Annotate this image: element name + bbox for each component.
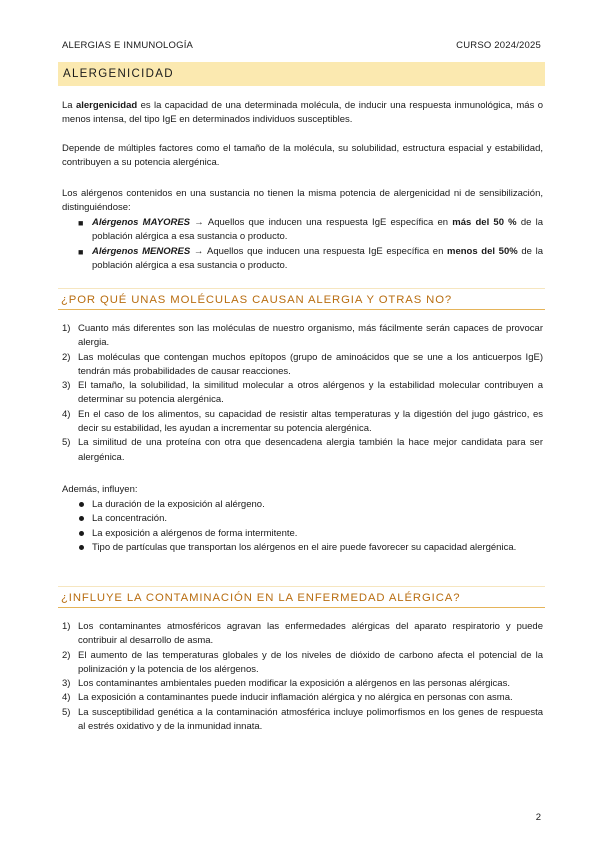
list-item: 4) En el caso de los alimentos, su capacidad de resistir altas temperaturas y la digestión del jugo gástrico, es decir su estabilidad, les ayudan a incrementar su potencia alergénica. [62,408,543,435]
contamination-list [62,620,543,734]
header-course-title: ALERGIAS E INMUNOLOGÍA [62,40,194,51]
list-item: 2) El aumento de las temperaturas globales y de los niveles de dióxido de carbono afecta el potencial de la polinización y la potencia de los alérgenos. [62,649,543,675]
allergen-types-list [78,216,543,273]
square-bullet-icon: ■ [78,218,84,228]
paragraph-factors: Depende de múltiples factores como el tamaño de la molécula, su solubilidad, estructura espacial y estabilidad, contribuyen a su potencia alergénica. [62,143,543,169]
why-molecules-list [62,322,543,465]
list-item: 4) La exposición a contaminantes puede inducir inflamación alérgica y no alérgica en personas con asma. [62,692,513,704]
section-title-alergenicidad: ALERGENICIDAD [58,62,545,86]
list-item: 3) El tamaño, la solubilidad, la similitud molecular a otros alérgenos y la estabilidad molecular contribuyen a determinar su potencia alergénica. [62,380,543,406]
section-title-contamination: ¿INFLUYE LA CONTAMINACIÓN EN LA ENFERMEDAD ALÉRGICA? [58,586,545,608]
list-item: 1) Los contaminantes atmosféricos agravan las enfermedades alérgicas del aparato respiratorio y puede contribuir al desarrollo de asma. [62,621,543,647]
header-year: CURSO 2024/2025 [456,40,541,51]
paragraph-definition: La alergenicidad es la capacidad de una determinada molécula, de inducir una respuesta inmunológica, más o menos intensa, del tipo IgE en determinados individuos susceptibles. [62,100,543,126]
dot-bullet-icon [79,531,84,536]
list-item: 5) La susceptibilidad genética a la contaminación atmosférica incluye polimorfismos en los genes de respuesta al estrés oxidativo y de la inmunidad innata. [62,706,543,733]
list-item: 1) Cuanto más diferentes son las moléculas de nuestro organismo, más fácilmente serán capaces de provocar alergia. [62,323,543,349]
dot-bullet-icon [79,502,84,507]
page-number: 2 [535,812,541,823]
list-item: La duración de la exposición al alérgeno. [78,498,543,512]
dot-bullet-icon [79,516,84,521]
section-title-why-molecules: ¿POR QUÉ UNAS MOLÉCULAS CAUSAN ALERGIA Y OTRAS NO? [58,288,545,310]
list-item: 3) Los contaminantes ambientales pueden modificar la exposición a alérgenos en las personas alérgicas. [62,678,510,690]
paragraph-ademas: Además, influyen: [62,484,138,495]
dot-bullet-icon [79,545,84,550]
list-item: La concentración. [78,512,543,526]
square-bullet-icon: ■ [78,246,84,257]
list-item: Tipo de partículas que transportan los alérgenos en el aire puede favorecer su capacidad alergénica. [78,541,543,555]
list-item: ■ Alérgenos MAYORES → Aquellos que inducen una respuesta IgE específica en más del 50 % de la población alérgica a esa sustancia o producto. [78,217,543,243]
list-item: 2) Las moléculas que contengan muchos epítopos (grupo de aminoácidos que se une a los anticuerpos IgE) tendrán más probabilidades de causar reacciones. [62,351,543,377]
list-item: La exposición a alérgenos de forma intermitente. [78,527,543,541]
list-item: 5) La similitud de una proteína con otra que desencadena alergia también la hace mejor candidata para ser alergénica. [62,437,543,463]
influences-list [78,498,543,555]
paragraph-allergens-intro: Los alérgenos contenidos en una sustancia no tienen la misma potencia de alergenicidad ni de sensibilización, distinguiéndose: [62,188,543,214]
list-item: ■ Alérgenos MENORES → Aquellos que inducen una respuesta IgE específica en menos del 50% de la población alérgica a esa sustancia o producto. [78,245,543,271]
